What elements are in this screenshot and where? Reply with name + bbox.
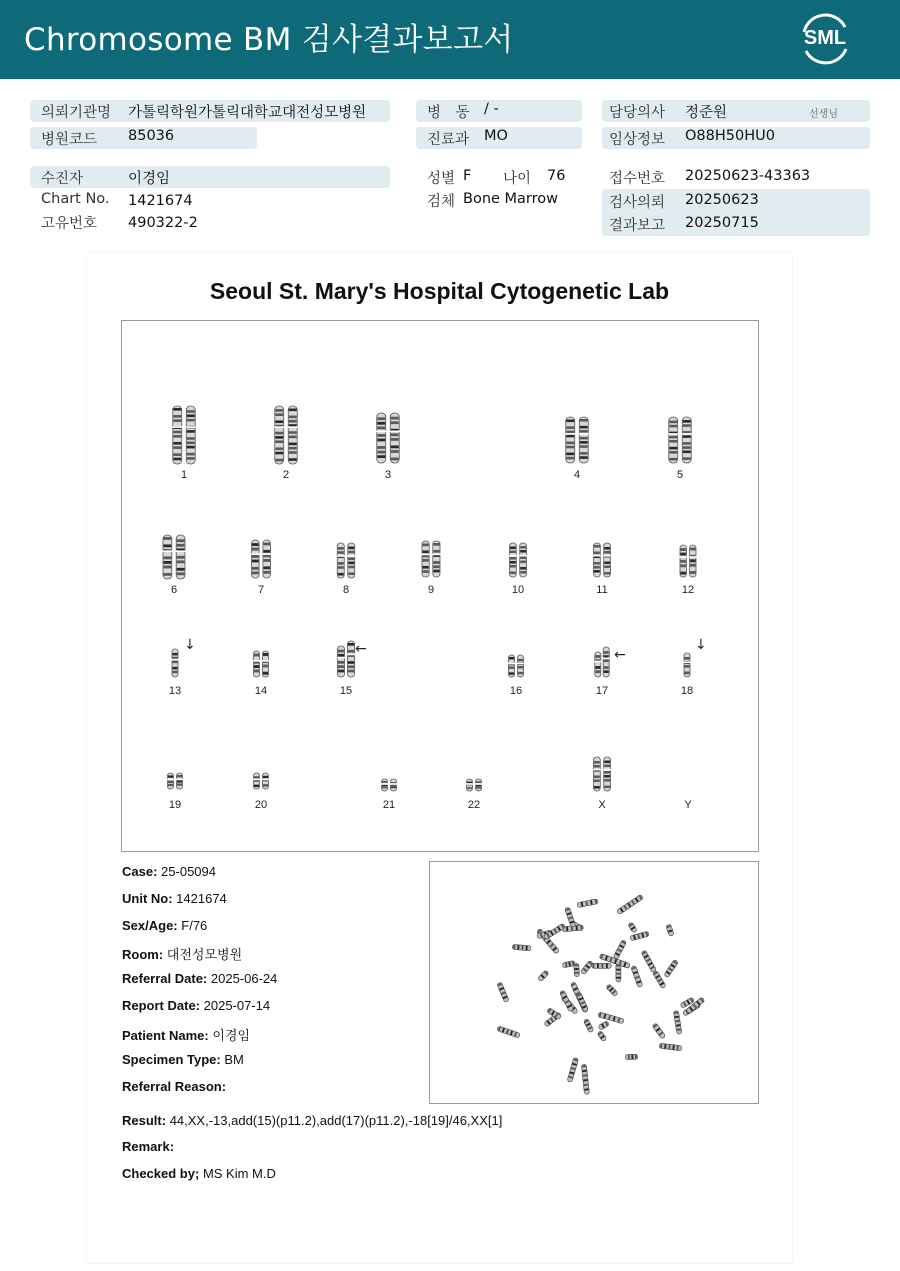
chart-no-value: 1421674 [128,193,193,209]
metaphase-chromosome [606,984,619,997]
chromosome-20 [253,773,269,789]
metaphase-chromosome [652,1023,666,1039]
room-label: Room: [122,947,164,962]
report-date-value: 20250715 [685,215,759,231]
patient-value: 이경임 [128,171,171,187]
metaphase-chromosome [673,1010,682,1034]
case-row [122,864,216,879]
chromosome-label-5: 5 [676,469,684,481]
sex-age-row [122,918,207,933]
request-date-label: 검사의뢰 [609,195,666,211]
chromosome-22 [466,779,482,791]
chromosome-19 [167,773,183,789]
chromosome-7 [251,540,271,578]
metaphase-chromosome [598,1021,610,1031]
receipt-no-label: 접수번호 [609,171,666,187]
ward-label: 병 동 [427,105,475,121]
patient-name-value: 이경임 [212,1028,251,1043]
chromosome-label-Y: Y [684,799,692,811]
chart-no-label: Chart No. [41,191,110,207]
specimen-type-value: BM [224,1052,244,1067]
metaphase-chromosome [497,982,510,1003]
department-label: 진료과 [427,132,470,148]
checked-by-row [122,1166,276,1181]
referral-reason-label: Referral Reason: [122,1079,227,1094]
chromosome-2 [274,406,298,464]
ward-value: / - [484,101,499,117]
chromosome-12 [680,545,697,577]
unit-no-row [122,891,227,906]
metaphase-chromosome [641,950,657,973]
age-label: 나이 [503,171,532,187]
chromosome-18 [684,653,691,677]
chromosome-3 [376,413,400,463]
abnormality-arrow-icon: ↓ [695,637,707,653]
abnormality-arrow-icon: ← [355,641,367,657]
metaphase-chromosome [581,1064,589,1094]
institution-label: 의뢰기관명 [41,105,112,121]
chromosome-5 [668,417,692,463]
chromosome-label-13: 13 [168,685,182,697]
metaphase-chromosome [583,1018,594,1032]
chromosome-16 [508,655,524,677]
remark-row [122,1139,174,1154]
hospital-code-value: 85036 [128,128,175,144]
chromosome-8 [337,543,356,578]
chromosome-14 [253,651,269,677]
metaphase-chromosome [597,1031,607,1042]
report-date-label: 결과보고 [609,218,666,234]
clinical-info-value: O88H50HU0 [685,128,775,144]
case-value: 25-05094 [161,864,216,879]
chromosome-label-10: 10 [511,584,525,596]
referral-reason-row [122,1079,226,1094]
metaphase-chromosome [598,1012,625,1024]
patient-name-label: Patient Name: [122,1028,209,1043]
metaphase-chromosome [625,1054,638,1059]
karyogram-image [122,321,758,851]
metaphase-panel [429,861,759,1104]
unit-no-label: Unit No: [122,891,173,906]
chromosome-label-6: 6 [170,584,178,596]
patient-pill [30,166,390,188]
metaphase-chromosome [559,990,574,1012]
metaphase-chromosome [664,959,679,977]
metaphase-chromosome [616,894,643,915]
age-value: 76 [547,168,566,184]
unique-no-value: 490322-2 [128,215,198,231]
metaphase-chromosome [567,1057,579,1082]
chromosome-label-9: 9 [427,584,435,596]
chromosome-label-4: 4 [573,469,581,481]
header-banner [0,0,900,79]
sex-label: 성별 [427,171,456,187]
chromosome-label-16: 16 [509,685,523,697]
chromosome-9 [422,541,441,577]
chromosome-label-8: 8 [342,584,350,596]
chromosome-label-X: X [598,799,606,811]
clinical-info-label: 임상정보 [609,132,666,148]
metaphase-chromosome [497,1026,521,1038]
metaphase-chromosome [537,970,549,982]
institution-value: 가톨릭학원가톨릭대학교대전성모병원 [128,105,367,121]
chromosome-label-1: 1 [180,469,188,481]
patient-label: 수진자 [41,171,84,187]
chromosome-10 [509,543,527,577]
metaphase-chromosome [613,940,627,960]
chromosome-label-7: 7 [257,584,265,596]
metaphase-chromosome [574,963,580,977]
metaphase-chromosome [631,965,643,987]
lab-title: Seoul St. Mary's Hospital Cytogenetic Lab [209,278,670,304]
metaphase-chromosome [659,1043,682,1051]
chromosome-label-20: 20 [254,799,268,811]
referral-date-value: 2025-06-24 [210,971,278,986]
result-label: Result: [122,1113,167,1128]
metaphase-chromosome [630,931,650,941]
sml-logo [798,13,852,65]
specimen-type-label: Specimen Type: [122,1052,221,1067]
metaphase-chromosome [565,907,576,927]
chromosome-13 [172,649,179,677]
specimen-type-row [122,1052,244,1067]
specimen-value: Bone Marrow [463,191,559,207]
report-date-label2: Report Date: [122,998,201,1013]
specimen-label: 검체 [427,194,456,210]
room-row [122,944,242,963]
checked-by-value: MS Kim M.D [202,1166,276,1181]
metaphase-image [430,862,758,1103]
abnormality-arrow-icon: ↓ [184,637,196,653]
chromosome-label-17: 17 [595,685,609,697]
report-title: Chromosome BM 검사결과보고서 [24,22,514,58]
sex-value: F [463,168,472,184]
chromosome-4 [565,417,589,463]
metaphase-chromosome [577,899,598,908]
karyogram-panel [121,320,759,852]
chromosome-15 [337,641,355,677]
unit-no-value: 1421674 [176,891,227,906]
metaphase-chromosome [580,960,593,975]
chromosome-label-14: 14 [254,685,268,697]
metaphase-chromosome [512,944,531,951]
request-date-value: 20250623 [685,192,759,208]
metaphase-chromosome [616,964,621,982]
chromosome-X [593,757,611,791]
logo-text: SML [803,27,847,49]
sex-age-label: Sex/Age: [122,918,178,933]
receipt-no-value: 20250623-43363 [685,168,811,184]
result-row [122,1113,502,1128]
chromosome-label-11: 11 [596,584,608,596]
metaphase-chromosome [628,922,638,933]
result-value: 44,XX,-13,add(15)(p11.2),add(17)(p11.2),-18[19]/46,XX[1] [169,1113,503,1128]
chromosome-label-22: 22 [467,799,481,811]
sex-age-value: F/76 [181,918,208,933]
doctor-value: 정준원 [685,105,728,121]
metaphase-chromosome [652,970,666,988]
department-value: MO [484,128,508,144]
metaphase-chromosome [666,924,674,937]
doctor-label: 담당의사 [609,105,666,121]
referral-date-row [122,971,277,986]
metaphase-chromosome [562,960,575,968]
chromosome-1 [172,406,196,464]
chromosome-label-3: 3 [384,469,392,481]
referral-date-label: Referral Date: [122,971,208,986]
chromosome-label-19: 19 [168,799,182,811]
metaphase-chromosome [592,963,612,968]
chromosome-11 [593,543,611,577]
chromosome-label-2: 2 [282,469,290,481]
chromosome-label-21: 21 [382,799,396,811]
report-date-value2: 2025-07-14 [203,998,271,1013]
chromosome-label-18: 18 [680,685,694,697]
checked-by-label: Checked by; [122,1166,200,1181]
doctor-suffix: 선생님 [809,109,838,120]
hospital-code-label: 병원코드 [41,132,98,148]
unique-no-label: 고유번호 [41,216,98,232]
case-label: Case: [122,864,158,879]
chromosome-21 [381,779,397,791]
chromosome-label-15: 15 [339,685,353,697]
room-value: 대전성모병원 [166,947,243,962]
report-date-row [122,998,270,1013]
patient-name-row [122,1025,250,1044]
chromosome-17 [594,647,609,677]
remark-label: Remark: [122,1139,175,1154]
chromosome-6 [163,535,186,579]
chromosome-label-12: 12 [681,584,695,596]
abnormality-arrow-icon: ← [614,647,626,663]
